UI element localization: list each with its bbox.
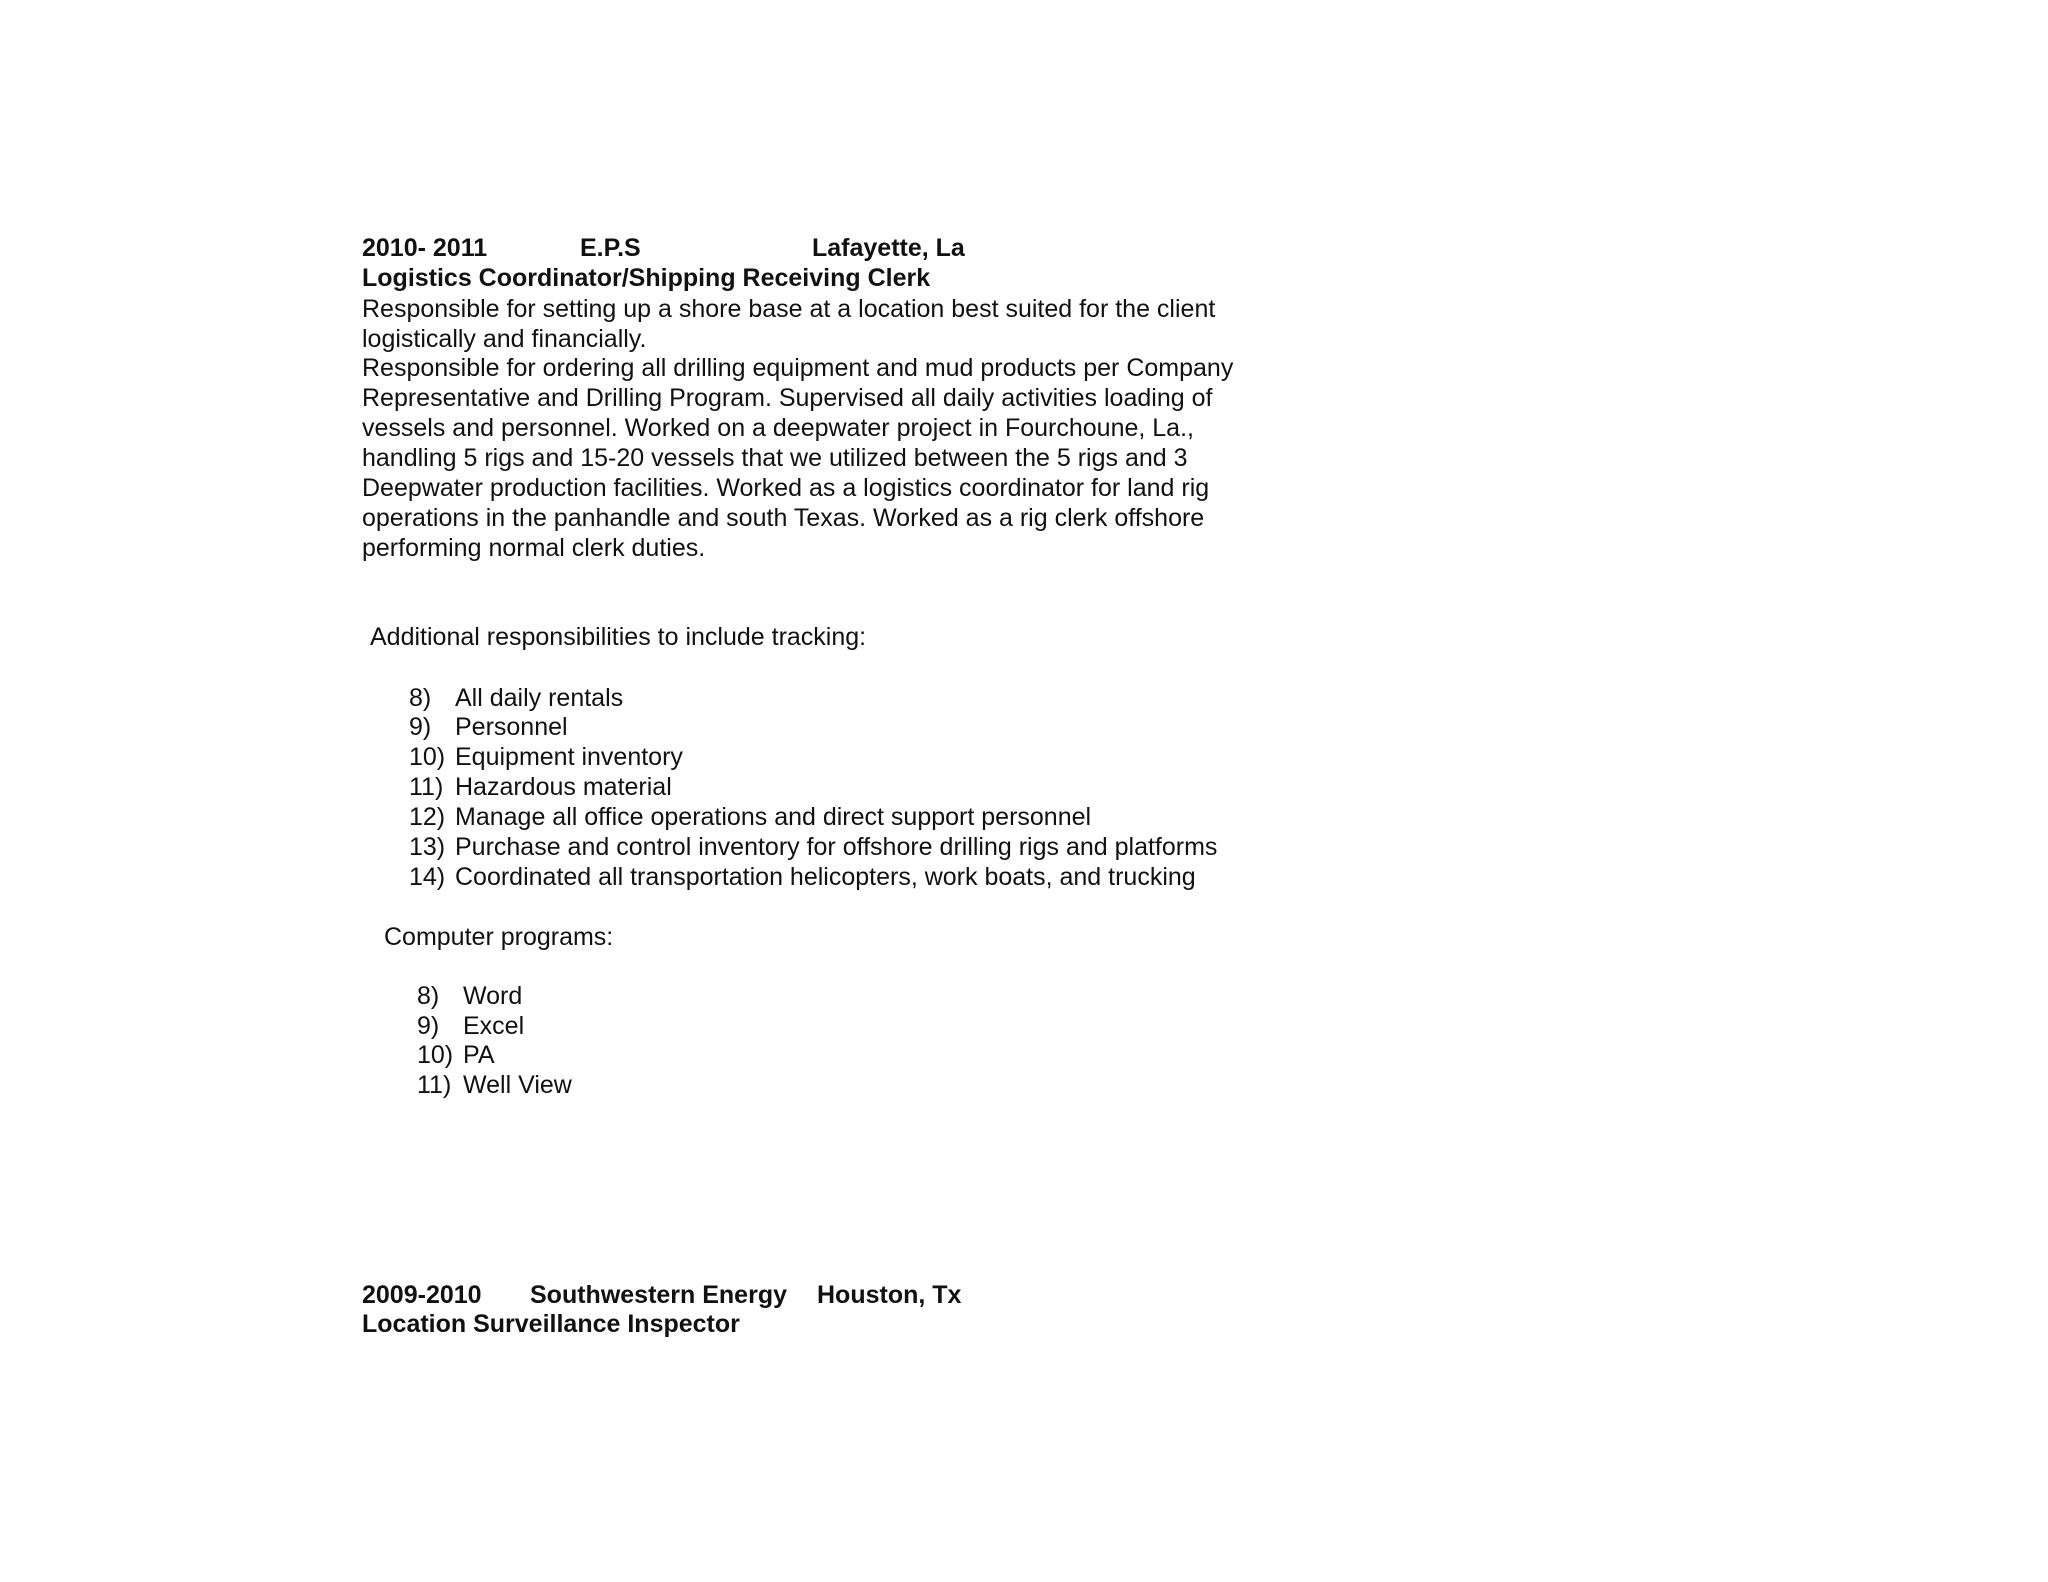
- list-item-number: 10): [409, 743, 446, 771]
- job1-description-line: Responsible for setting up a shore base at a location best suited for the client: [362, 295, 1216, 323]
- job1-description-line: Deepwater production facilities. Worked as a logistics coordinator for land rig: [362, 474, 1210, 502]
- list-item-number: 11): [417, 1071, 452, 1099]
- job1-company: E.P.S: [580, 234, 641, 262]
- job2-years: 2009-2010: [362, 1281, 482, 1309]
- list-item-number: 9): [417, 1012, 440, 1040]
- job1-description-line: vessels and personnel. Worked on a deepwater project in Fourchoune, La.,: [362, 414, 1194, 442]
- list-item-number: 9): [409, 713, 432, 741]
- job1-description-line: logistically and financially.: [362, 325, 647, 353]
- job2-title: Location Surveillance Inspector: [362, 1310, 740, 1338]
- job1-description-line: handling 5 rigs and 15-20 vessels that we utilized between the 5 rigs and 3: [362, 444, 1188, 472]
- list-item-text: Purchase and control inventory for offshore drilling rigs and platforms: [455, 833, 1218, 861]
- list-item-text: All daily rentals: [455, 684, 624, 712]
- list-item-text: Hazardous material: [455, 773, 672, 801]
- list-item-text: Word: [463, 982, 523, 1010]
- job1-description-line: performing normal clerk duties.: [362, 534, 706, 562]
- list-item-text: Manage all office operations and direct support personnel: [455, 803, 1092, 831]
- job2-location: Houston, Tx: [817, 1281, 962, 1309]
- list-item-number: 10): [417, 1041, 454, 1069]
- job1-description-line: Representative and Drilling Program. Supervised all daily activities loading of: [362, 384, 1213, 412]
- job2-company: Southwestern Energy: [530, 1281, 787, 1309]
- list-item-text: Equipment inventory: [455, 743, 683, 771]
- list-item-text: Coordinated all transportation helicopters, work boats, and trucking: [455, 863, 1196, 891]
- additional-responsibilities-heading: Additional responsibilities to include tracking:: [370, 623, 867, 651]
- list-item-number: 8): [409, 684, 432, 712]
- computer-programs-heading: Computer programs:: [384, 923, 614, 951]
- job1-location: Lafayette, La: [812, 234, 965, 262]
- list-item-number: 12): [409, 803, 446, 831]
- list-item-text: Excel: [463, 1012, 525, 1040]
- list-item-text: Well View: [463, 1071, 572, 1099]
- job1-years: 2010- 2011: [362, 234, 488, 262]
- list-item-text: PA: [463, 1041, 495, 1069]
- job1-description-line: operations in the panhandle and south Texas. Worked as a rig clerk offshore: [362, 504, 1205, 532]
- list-item-number: 8): [417, 982, 440, 1010]
- job1-description-line: Responsible for ordering all drilling equipment and mud products per Company: [362, 354, 1234, 382]
- list-item-number: 13): [409, 833, 446, 861]
- list-item-text: Personnel: [455, 713, 568, 741]
- list-item-number: 11): [409, 773, 444, 801]
- list-item-number: 14): [409, 863, 446, 891]
- job1-title: Logistics Coordinator/Shipping Receiving Clerk: [362, 264, 931, 292]
